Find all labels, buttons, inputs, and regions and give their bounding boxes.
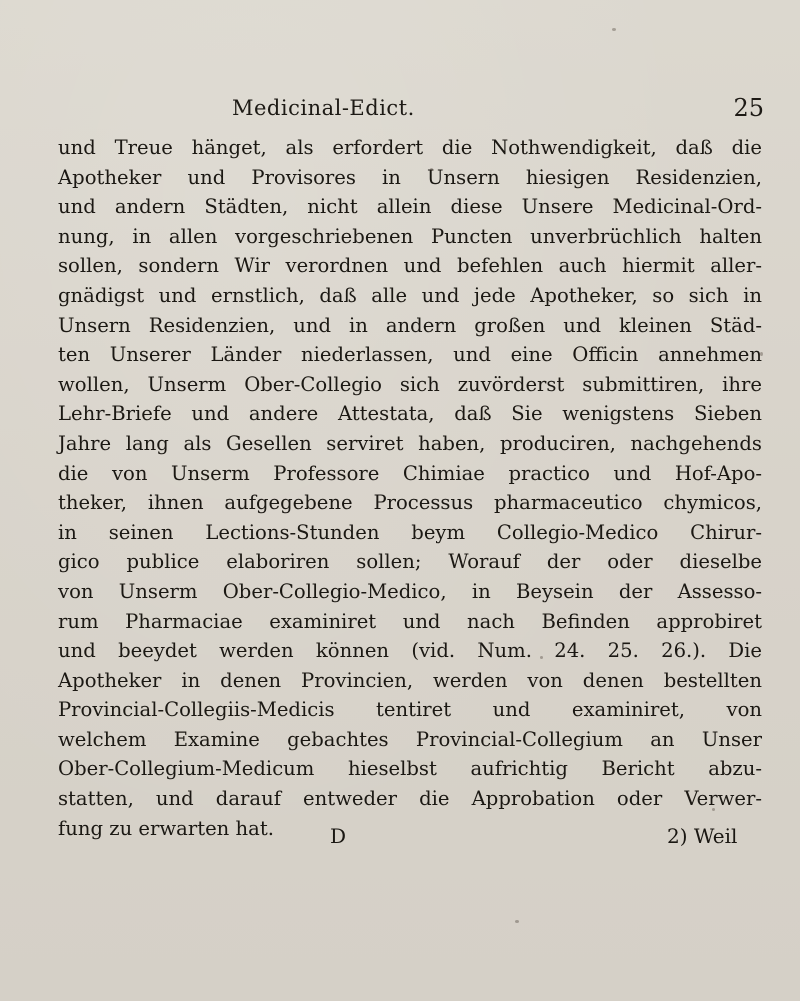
paper-speck [515, 920, 519, 923]
signature-mark: D [330, 824, 347, 848]
text-line: die von Unserm Professore Chimiae practico und Hof-Apo- [58, 461, 762, 485]
page-header [0, 96, 800, 126]
text-line: fung zu erwarten hat. [58, 816, 274, 840]
catchword: 2) Weil [667, 824, 738, 848]
text-line: wollen, Unserm Ober-Collegio sich zuvörderst submittiren, ihre [58, 372, 762, 396]
paper-speck [430, 168, 433, 171]
text-line: Ober-Collegium-Medicum hieselbst aufrichtig Bericht abzu- [58, 757, 762, 781]
text-line: in seinen Lections-Stunden beym Collegio-Medico Chirur- [58, 520, 762, 544]
text-line: rum Pharmaciae examiniret und nach Befinden approbiret [58, 609, 762, 633]
text-line: statten, und darauf entweder die Approbation oder Verwer- [58, 787, 762, 811]
text-line: Apotheker und Provisores in Unsern hiesigen Residenzien, [58, 165, 762, 189]
paper-speck [712, 808, 715, 811]
text-line: Apotheker in denen Provincien, werden von denen bestellten [58, 668, 762, 692]
text-line: sollen, sondern Wir verordnen und befehlen auch hiermit aller- [58, 254, 762, 278]
text-line: Unsern Residenzien, und in andern großen und kleinen Städ- [58, 313, 762, 337]
text-line: theker, ihnen aufgegebene Processus pharmaceutico chymicos, [58, 491, 762, 515]
text-line: Lehr-Briefe und andere Attestata, daß Sie wenigstens Sieben [58, 402, 762, 426]
text-line: ten Unserer Länder niederlassen, und eine Officin annehmen [58, 343, 762, 367]
text-line: Provincial-Collegiis-Medicis tentiret und examiniret, von [58, 698, 762, 722]
text-line: gnädigst und ernstlich, daß alle und jede Apotheker, so sich in [58, 283, 762, 307]
running-head: Medicinal-Edict. [232, 96, 415, 120]
text-line: welchem Examine gebachtes Provincial-Collegium an Unser [58, 727, 762, 751]
text-line: und andern Städten, nicht allein diese Unsere Medicinal-Ord- [58, 195, 762, 219]
body-paragraph [58, 133, 762, 843]
page-footer [0, 824, 800, 854]
text-line: nung, in allen vorgeschriebenen Puncten unverbrüchlich halten [58, 224, 762, 248]
text-line: Jahre lang als Gesellen serviret haben, produciren, nachgehends [58, 431, 762, 455]
paper-speck [612, 28, 616, 31]
text-line: und beeydet werden können (vid. Num. 24. 25. 26.). Die [58, 639, 762, 663]
page-number: 25 [733, 94, 764, 122]
paper-speck [760, 352, 763, 356]
text-line: gico publice elaboriren sollen; Worauf der oder dieselbe [58, 550, 762, 574]
paper-speck [540, 656, 543, 659]
text-line: von Unserm Ober-Collegio-Medico, in Beysein der Assesso- [58, 579, 762, 603]
text-line: und Treue hänget, als erfordert die Nothwendigkeit, daß die [58, 136, 762, 159]
